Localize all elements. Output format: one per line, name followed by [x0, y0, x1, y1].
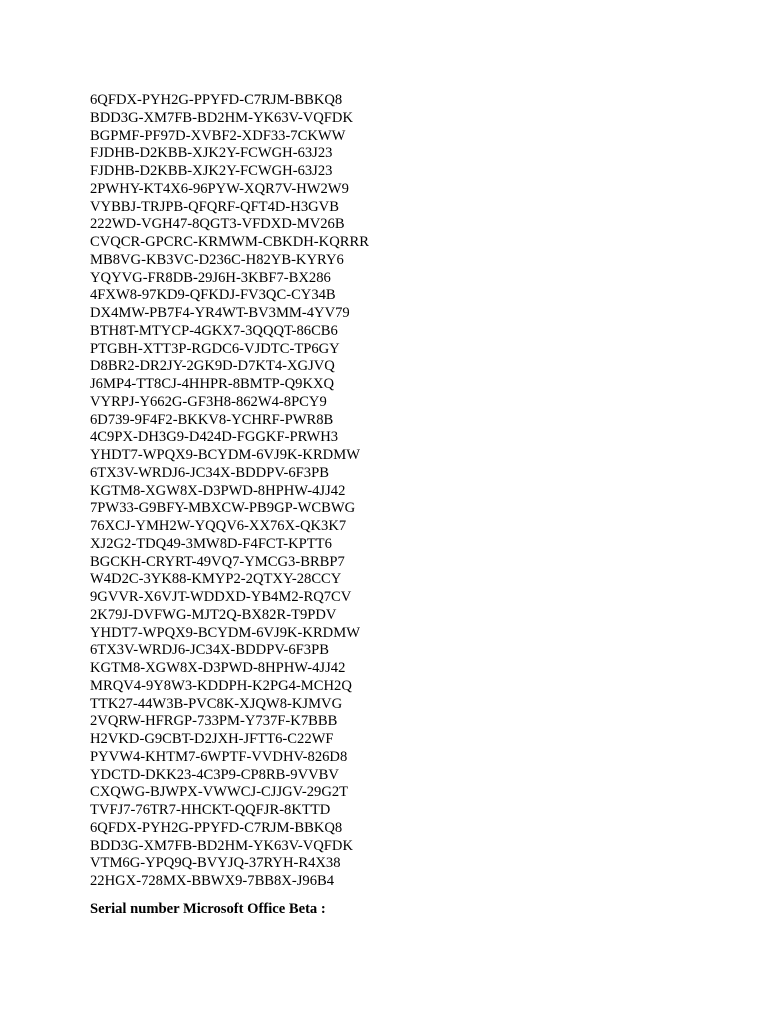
serial-key-line: 7PW33-G9BFY-MBXCW-PB9GP-WCBWG: [90, 500, 356, 517]
serial-key-line: 6D739-9F4F2-BKKV8-YCHRF-PWR8B: [90, 411, 334, 428]
serial-key-line: BDD3G-XM7FB-BD2HM-YK63V-VQFDK: [90, 109, 353, 126]
serial-key-line: 22HGX-728MX-BBWX9-7BB8X-J96B4: [90, 873, 335, 889]
serial-key-line: YDCTD-DKK23-4C3P9-CP8RB-9VVBV: [90, 766, 339, 783]
serial-key-line: VTM6G-YPQ9Q-BVYJQ-37RYH-R4X38: [90, 855, 341, 872]
serial-key-line: 222WD-VGH47-8QGT3-VFDXD-MV26B: [90, 216, 345, 233]
serial-key-line: TTK27-44W3B-PVC8K-XJQW8-KJMVG: [90, 695, 343, 712]
serial-key-line: 6QFDX-PYH2G-PPYFD-C7RJM-BBKQ8: [90, 819, 343, 836]
serial-key-line: YHDT7-WPQX9-BCYDM-6VJ9K-KRDMW: [90, 624, 360, 641]
serial-key-line: MRQV4-9Y8W3-KDDPH-K2PG4-MCH2Q: [90, 677, 352, 694]
serial-key-line: PYVW4-KHTM7-6WPTF-VVDHV-826D8: [90, 748, 348, 765]
serial-key-line: DX4MW-PB7F4-YR4WT-BV3MM-4YV79: [90, 305, 350, 321]
serial-key-line: VYBBJ-TRJPB-QFQRF-QFT4D-H3GVB: [90, 198, 339, 215]
serial-key-line: 2VQRW-HFRGP-733PM-Y737F-K7BBB: [90, 713, 338, 730]
serial-key-line: W4D2C-3YK88-KMYP2-2QTXY-28CCY: [90, 571, 342, 588]
serial-key-line: BTH8T-MTYCP-4GKX7-3QQQT-86CB6: [90, 322, 338, 339]
serial-key-line: 4FXW8-97KD9-QFKDJ-FV3QC-CY34B: [90, 287, 336, 304]
serial-key-line: BGPMF-PF97D-XVBF2-XDF33-7CKWW: [90, 127, 346, 144]
serial-key-line: 6TX3V-WRDJ6-JC34X-BDDPV-6F3PB: [90, 642, 329, 659]
serial-key-line: KGTM8-XGW8X-D3PWD-8HPHW-4JJ42: [90, 482, 346, 499]
serial-key-line: BGCKH-CRYRT-49VQ7-YMCG3-BRBP7: [90, 553, 345, 570]
serial-key-line: 6TX3V-WRDJ6-JC34X-BDDPV-6F3PB: [90, 464, 329, 481]
serial-key-line: BDD3G-XM7FB-BD2HM-YK63V-VQFDK: [90, 837, 353, 854]
serial-key-line: 76XCJ-YMH2W-YQQV6-XX76X-QK3K7: [90, 518, 347, 534]
serial-key-line: XJ2G2-TDQ49-3MW8D-F4FCT-KPTT6: [90, 535, 332, 552]
serial-key-line: VYRPJ-Y662G-GF3H8-862W4-8PCY9: [90, 393, 327, 410]
serial-key-line: 9GVVR-X6VJT-WDDXD-YB4M2-RQ7CV: [90, 589, 352, 605]
serial-key-line: 6QFDX-PYH2G-PPYFD-C7RJM-BBKQ8: [90, 92, 343, 108]
serial-key-line: CXQWG-BJWPX-VWWCJ-CJJGV-29G2T: [90, 784, 349, 801]
serial-key-line: 2PWHY-KT4X6-96PYW-XQR7V-HW2W9: [90, 180, 349, 197]
serial-key-line: CVQCR-GPCRC-KRMWM-CBKDH-KQRRR: [90, 234, 369, 250]
serial-key-line: YHDT7-WPQX9-BCYDM-6VJ9K-KRDMW: [90, 447, 360, 463]
serial-key-line: KGTM8-XGW8X-D3PWD-8HPHW-4JJ42: [90, 660, 346, 676]
document-page: [90, 92, 730, 918]
serial-key-line: FJDHB-D2KBB-XJK2Y-FCWGH-63J23: [90, 145, 333, 162]
serial-key-line: YQYVG-FR8DB-29J6H-3KBF7-BX286: [90, 269, 331, 286]
serial-key-line: H2VKD-G9CBT-D2JXH-JFTT6-C22WF: [90, 731, 334, 747]
section-caption: Serial number Microsoft Office Beta :: [90, 900, 326, 917]
serial-key-line: D8BR2-DR2JY-2GK9D-D7KT4-XGJVQ: [90, 358, 335, 375]
serial-key-line: 4C9PX-DH3G9-D424D-FGGKF-PRWH3: [90, 429, 339, 446]
serial-key-line: TVFJ7-76TR7-HHCKT-QQFJR-8KTTD: [90, 802, 331, 818]
serial-key-list: [90, 92, 730, 891]
serial-key-line: 2K79J-DVFWG-MJT2Q-BX82R-T9PDV: [90, 606, 337, 623]
serial-key-line: FJDHB-D2KBB-XJK2Y-FCWGH-63J23: [90, 163, 333, 179]
serial-key-line: J6MP4-TT8CJ-4HHPR-8BMTP-Q9KXQ: [90, 376, 335, 392]
serial-key-line: PTGBH-XTT3P-RGDC6-VJDTC-TP6GY: [90, 340, 340, 357]
serial-key-line: MB8VG-KB3VC-D236C-H82YB-KYRY6: [90, 251, 344, 268]
